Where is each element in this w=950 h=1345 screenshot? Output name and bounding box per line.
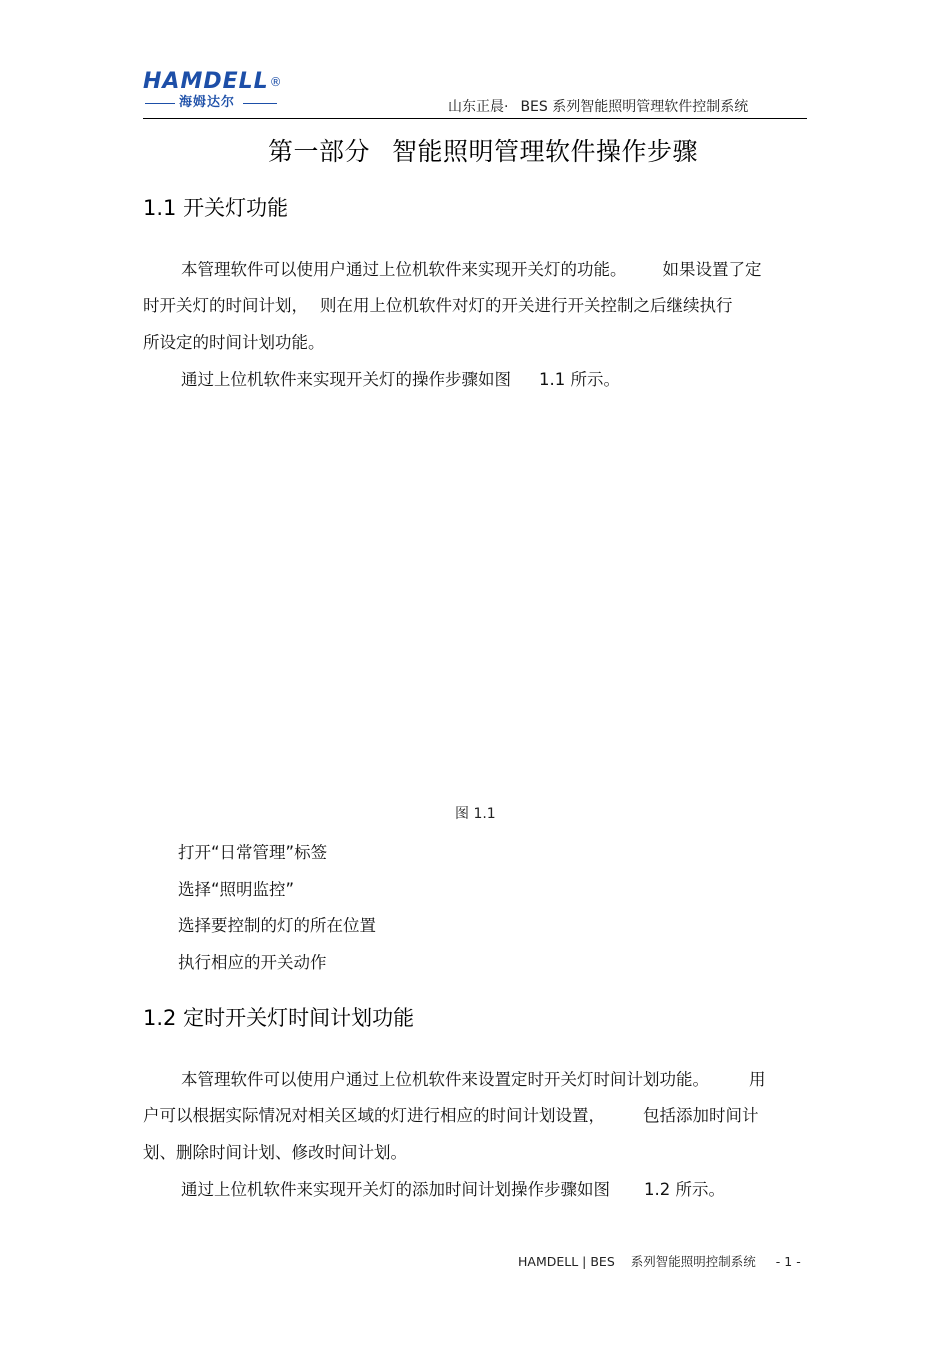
- paragraph-line: [143, 1102, 759, 1126]
- text-run: 时开关灯的时间计划，: [143, 296, 308, 315]
- text-run: 1.2 所示。: [644, 1180, 725, 1199]
- text-run: 通过上位机软件来实现开关灯的添加时间计划操作步骤如图: [181, 1180, 610, 1199]
- text-run: 包括添加时间计: [643, 1106, 759, 1125]
- figure-1-1-area: [143, 400, 807, 790]
- header-company: 山东正晨·: [448, 99, 509, 115]
- paragraph-line: [181, 366, 620, 390]
- paragraph-line: [181, 1176, 725, 1200]
- footer-brand: HAMDELL | BES: [518, 1254, 615, 1269]
- text-run: 本管理软件可以使用户通过上位机软件来设置定时开关灯时间计划功能。: [181, 1070, 709, 1089]
- paragraph-line: [143, 292, 733, 316]
- text-run: 用: [749, 1070, 766, 1089]
- step-item: 执行相应的开关动作: [178, 953, 327, 972]
- part-title: [268, 132, 698, 168]
- figure-caption: 图 1.1: [455, 806, 496, 822]
- step-item: 选择“照明监控”: [178, 880, 295, 899]
- paragraph-line: [181, 1066, 766, 1090]
- step-item: 打开“日常管理”标签: [178, 843, 328, 862]
- part-title-text: 智能照明管理软件操作步骤: [392, 137, 699, 166]
- paragraph-line: [181, 256, 762, 280]
- registered-mark: ®: [269, 75, 283, 89]
- text-run: 户可以根据实际情况对相关区域的灯进行相应的时间计划设置，: [143, 1106, 605, 1125]
- header-system: BES 系列智能照明管理软件控制系统: [520, 99, 749, 115]
- page-footer: [518, 1252, 801, 1270]
- text-run: 则在用上位机软件对灯的开关进行开关控制之后继续执行: [320, 296, 733, 315]
- text-run: 本管理软件可以使用户通过上位机软件来实现开关灯的功能。: [181, 260, 627, 279]
- part-label: 第一部分: [268, 137, 371, 166]
- paragraph-line: 所设定的时间计划功能。: [143, 333, 325, 352]
- paragraph-line: 划、删除时间计划、修改时间计划。: [143, 1143, 407, 1162]
- step-item: 选择要控制的灯的所在位置: [178, 916, 376, 935]
- logo-wordmark: HAMDELL: [143, 69, 269, 94]
- section-heading-1-2: 1.2 定时开关灯时间计划功能: [143, 1006, 415, 1030]
- logo-chinese-name: 海姆达尔: [179, 95, 236, 110]
- running-header: [448, 96, 748, 116]
- footer-system: 系列智能照明控制系统: [630, 1254, 756, 1269]
- text-run: 通过上位机软件来实现开关灯的操作步骤如图: [181, 370, 511, 389]
- logo-line-right: [243, 103, 277, 104]
- header-divider: [143, 118, 807, 119]
- section-heading-1-1: 1.1 开关灯功能: [143, 196, 289, 220]
- company-logo: [143, 70, 291, 114]
- text-run: 1.1 所示。: [539, 370, 620, 389]
- logo-line-left: [145, 103, 175, 104]
- page-number: - 1 -: [775, 1254, 801, 1269]
- text-run: 如果设置了定: [662, 260, 762, 279]
